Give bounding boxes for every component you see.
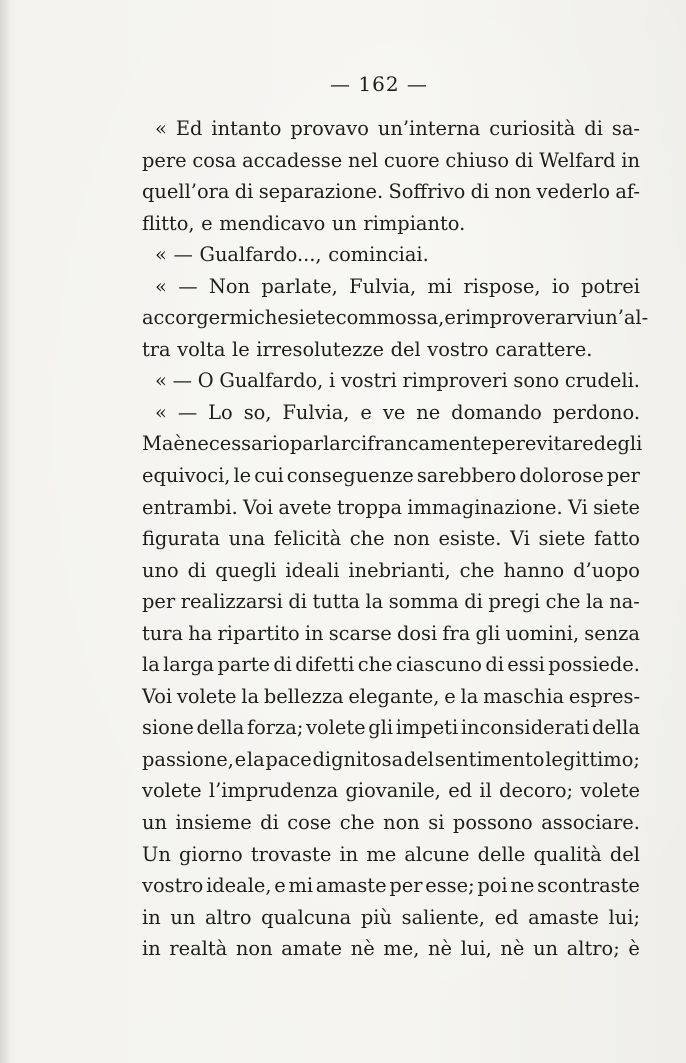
word: ve [382, 400, 406, 424]
word: la [585, 590, 604, 614]
word: qualità [533, 842, 602, 866]
word: ne [510, 874, 535, 898]
word: irresolutezze [256, 337, 384, 361]
word: e [444, 684, 456, 708]
word: per [389, 874, 423, 898]
word: altro; [566, 937, 620, 961]
word: parlarci [289, 432, 368, 456]
text-line [142, 775, 640, 807]
word: Un [142, 842, 171, 866]
word: difetti [295, 653, 355, 677]
word: siete [538, 527, 586, 551]
word: so, [243, 400, 272, 424]
word: di [514, 148, 534, 172]
word: in [142, 905, 161, 929]
word: che [339, 811, 375, 835]
word: rimproverarvi [455, 306, 593, 330]
word: di [234, 180, 254, 204]
word: la [246, 747, 265, 771]
word: — [177, 400, 198, 424]
word: amaste [528, 905, 599, 929]
word: nè [350, 937, 375, 961]
text-line [142, 681, 640, 713]
word: troppa [336, 495, 403, 519]
word: Non [208, 274, 251, 298]
word: dosi [396, 621, 438, 645]
word: cuore [383, 148, 440, 172]
word: Voi [142, 684, 173, 708]
word: ciascuno [395, 653, 482, 677]
word: mi [427, 274, 453, 298]
word: la [460, 684, 479, 708]
word: hanno [503, 558, 565, 582]
text-line [142, 460, 640, 492]
word: trovaste [250, 842, 332, 866]
text-line [142, 933, 640, 965]
word: uno [142, 558, 179, 582]
text-line [142, 618, 640, 650]
word: sarebbero [416, 464, 517, 488]
word: commossa, [335, 306, 445, 330]
word: lui; [608, 905, 640, 929]
word: la [142, 653, 160, 677]
word: degli [593, 432, 643, 456]
word: ne [416, 400, 441, 424]
word: di [470, 180, 490, 204]
word: più [360, 905, 392, 929]
word: un’interna [377, 117, 481, 140]
word: me, [383, 937, 420, 961]
word: parte [217, 653, 270, 677]
word: Gualfardo, [219, 369, 324, 393]
text-line [142, 208, 640, 240]
word: avete [278, 495, 332, 519]
word: insieme [175, 811, 252, 835]
text-line [142, 902, 640, 934]
word: delle [477, 842, 526, 866]
word: un [170, 905, 196, 929]
word: na- [609, 590, 640, 614]
word: dignitosa [312, 747, 404, 771]
word: figurata [142, 527, 221, 551]
word: gli [368, 716, 394, 740]
text-line [142, 239, 640, 271]
word: di [260, 811, 279, 835]
word: una [228, 527, 266, 551]
word: ed [448, 779, 473, 803]
word: le [232, 337, 250, 361]
word: l’imprudenza [208, 779, 339, 803]
word: domando [451, 400, 542, 424]
word: cui [254, 464, 284, 488]
word: del [609, 842, 640, 866]
word: amaste [315, 874, 387, 898]
word: volete [176, 684, 237, 708]
word: crudeli. [564, 369, 640, 393]
word: che [459, 558, 495, 582]
word: che [357, 653, 393, 677]
text-line [142, 397, 640, 429]
word: flitto, [142, 211, 195, 235]
word: un’al- [592, 306, 649, 330]
word: provavo [290, 117, 369, 140]
word: potrei [581, 274, 640, 298]
word: fra [442, 621, 471, 645]
word: del [403, 747, 434, 771]
word: sa- [611, 117, 640, 140]
word: ideali [285, 558, 340, 582]
body-text [142, 113, 649, 965]
word: volete [306, 716, 366, 740]
word: Fulvia, [349, 274, 417, 298]
text-line [142, 271, 640, 303]
word: in [621, 148, 640, 172]
word: evitare [524, 432, 594, 456]
word: siete [288, 306, 336, 330]
word: immaginazione. [407, 495, 563, 519]
word: cominciai. [328, 243, 429, 267]
word: Ma [142, 432, 174, 456]
word: Vi [510, 527, 530, 551]
word: mendicavo [219, 211, 326, 235]
word: di [288, 590, 307, 614]
page-binding-shadow [0, 0, 10, 1063]
word: volete [142, 779, 202, 803]
word: e [274, 874, 286, 898]
word: Welfard [539, 148, 616, 172]
word: curiosità [489, 117, 576, 140]
word: in [304, 621, 324, 645]
word: conseguenze [286, 464, 414, 488]
word: « [155, 369, 167, 393]
word: che [253, 306, 289, 330]
word: accadesse [242, 148, 343, 172]
word: si [428, 811, 445, 835]
word: maschia [483, 684, 565, 708]
word: francamente [367, 432, 492, 456]
word: tura [142, 621, 184, 645]
text-line [142, 428, 643, 460]
word: pregi [488, 590, 541, 614]
word: nel [347, 148, 379, 172]
word: per [491, 432, 525, 456]
word: Gualfardo..., [199, 243, 322, 267]
word: è [173, 432, 185, 456]
word: cose [287, 811, 332, 835]
word: chiuso [445, 148, 510, 172]
word: Lo [208, 400, 233, 424]
word: io [551, 274, 570, 298]
word: e [360, 400, 372, 424]
word: un [533, 937, 559, 961]
word: altro [205, 905, 252, 929]
word: inebrianti, [348, 558, 451, 582]
word: esse; [425, 874, 475, 898]
word: somma [388, 590, 459, 614]
word: impeti [395, 716, 459, 740]
word: la [365, 590, 384, 614]
word: di [464, 590, 483, 614]
word: accorgermi [142, 306, 254, 330]
word: uomini, [505, 621, 580, 645]
text-line [142, 302, 649, 334]
word: in [142, 937, 161, 961]
word: lui, [460, 937, 492, 961]
text-line [142, 523, 640, 555]
word: equivoci, [142, 464, 231, 488]
word: non [235, 937, 273, 961]
word: sono [513, 369, 560, 393]
word: sentimento [434, 747, 545, 771]
word: della [196, 716, 245, 740]
word: di [187, 558, 207, 582]
text-line [142, 807, 640, 839]
word: volta [177, 337, 226, 361]
word: qualcuna [261, 905, 352, 929]
word: « [155, 400, 167, 424]
word: in [339, 842, 359, 866]
word: rimpianto. [363, 211, 466, 235]
word: le [233, 464, 252, 488]
word: dolorose [519, 464, 604, 488]
word: realizzarsi [180, 590, 283, 614]
word: vostro [142, 874, 204, 898]
text-line [142, 145, 640, 177]
word: un [331, 211, 357, 235]
word: — [178, 274, 198, 298]
word: non [383, 811, 420, 835]
word: possiede. [548, 653, 640, 677]
word: mi [288, 874, 314, 898]
word: intanto [211, 117, 282, 140]
word: possono [452, 811, 533, 835]
word: « [155, 274, 167, 298]
word: poi [477, 874, 508, 898]
word: di [584, 117, 603, 140]
word: ripartito [217, 621, 300, 645]
word: essi [507, 653, 545, 677]
word: nè [428, 937, 453, 961]
word: « [155, 243, 167, 267]
word: cosa [192, 148, 237, 172]
word: esiste. [438, 527, 502, 551]
word: vostro [427, 337, 489, 361]
word: rispose, [463, 274, 541, 298]
word: — [173, 243, 193, 267]
word: amate [281, 937, 343, 961]
text-line [142, 712, 640, 744]
word: realtà [169, 937, 228, 961]
word: giovanile, [345, 779, 441, 803]
text-line [142, 555, 640, 587]
text-line [142, 586, 640, 618]
word: e [201, 211, 213, 235]
word: il [479, 779, 492, 803]
word: af- [615, 180, 640, 204]
word: passione, [142, 747, 234, 771]
word: ha [188, 621, 213, 645]
word: per [142, 590, 176, 614]
text-line [142, 492, 640, 524]
word: che [545, 590, 581, 614]
text-line [142, 365, 640, 397]
page-number: — 162 — [330, 72, 428, 96]
word: legittimo; [545, 747, 640, 771]
word: della [592, 716, 640, 740]
word: sione [142, 716, 194, 740]
word: associare. [541, 811, 640, 835]
word: senza [584, 621, 640, 645]
word: gli [475, 621, 501, 645]
text-line [142, 649, 640, 681]
word: me [366, 842, 397, 866]
word: volete [580, 779, 640, 803]
word: carattere. [495, 337, 593, 361]
word: tra [142, 337, 171, 361]
word: non [494, 180, 532, 204]
word: pace [265, 747, 312, 771]
word: quegli [215, 558, 277, 582]
word: Vi [567, 495, 588, 519]
word: tutta [312, 590, 360, 614]
word: espres- [568, 684, 640, 708]
word: pere [142, 148, 187, 172]
word: entrambi. [142, 495, 238, 519]
word: rimproveri [402, 369, 508, 393]
word: è [628, 937, 640, 961]
word: vederlo [536, 180, 610, 204]
word: separazione. [258, 180, 384, 204]
word: saliente, [401, 905, 485, 929]
word: scontraste [537, 874, 640, 898]
word: per [606, 464, 640, 488]
word: di [485, 653, 504, 677]
word: del [390, 337, 421, 361]
text-line [142, 176, 640, 208]
word: parlate, [261, 274, 338, 298]
word: O [197, 369, 214, 393]
word: non [393, 527, 430, 551]
word: ideale, [206, 874, 272, 898]
word: ed [494, 905, 519, 929]
word: e [234, 747, 247, 771]
word: Voi [243, 495, 274, 519]
text-line [142, 839, 640, 871]
word: e [444, 306, 456, 330]
word: siete [593, 495, 640, 519]
word: necessario [184, 432, 290, 456]
word: elegante, [348, 684, 440, 708]
word: giorno [178, 842, 243, 866]
word: la [241, 684, 260, 708]
word: Soffrivo [388, 180, 466, 204]
word: Ed [175, 117, 203, 140]
word: — [172, 369, 192, 393]
word: decoro; [499, 779, 574, 803]
word: i [329, 369, 336, 393]
word: bellezza [263, 684, 344, 708]
word: felicità [273, 527, 342, 551]
word: forza; [246, 716, 304, 740]
word: larga [163, 653, 215, 677]
word: di [273, 653, 292, 677]
word: fatto [593, 527, 640, 551]
word: alcune [404, 842, 470, 866]
text-line [142, 113, 640, 145]
word: scarse [328, 621, 392, 645]
word: un [142, 811, 167, 835]
word: che [349, 527, 385, 551]
word: Fulvia, [282, 400, 350, 424]
word: « [155, 117, 167, 140]
word: d’uopo [573, 558, 640, 582]
text-line [142, 334, 640, 366]
word: inconsiderati [460, 716, 590, 740]
word: perdono. [552, 400, 640, 424]
word: nè [500, 937, 525, 961]
text-line [142, 870, 640, 902]
text-line [142, 744, 640, 776]
word: quell’ora [142, 180, 230, 204]
word: vostri [340, 369, 397, 393]
